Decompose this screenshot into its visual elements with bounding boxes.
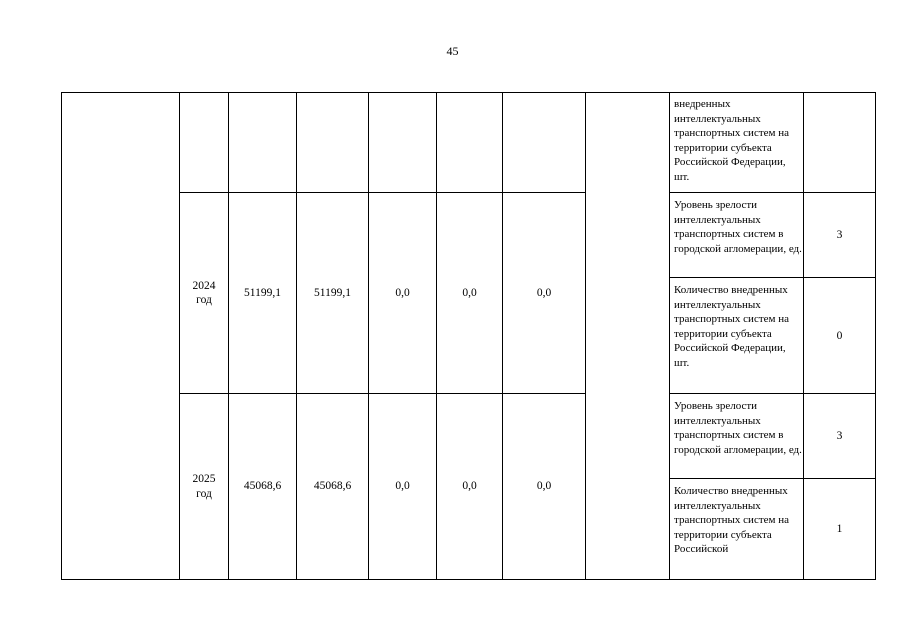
column-line [585,92,586,580]
indicator-value: 0 [836,329,843,342]
indicator-name: Уровень зрелости интеллектуальных транспортных систем в городской агломерации, ед. [674,400,802,456]
indicator-value: 1 [836,523,843,535]
col4-cell: 0,0 [462,480,477,493]
col3-cell: 0,0 [395,480,410,493]
col3-cell: 0,0 [395,286,410,299]
indicator-value [804,93,875,192]
total-cell: 51199,1 [244,286,281,299]
budget-cell: 45068,6 [313,480,352,493]
total-cell: 45068,6 [243,480,282,493]
table-top-border [61,92,875,93]
indicator-name: Количество внедренных интеллектуальных транспортных систем на территории субъекта Российской Федерации, шт. [674,284,789,369]
col5-cell: 0,0 [536,480,552,493]
column-line [875,92,876,580]
column-line [669,92,670,580]
year-cell: 2024 год [192,279,216,306]
year-cell: 2025 год [192,473,216,500]
table-bottom-border [61,579,875,580]
indicator-name: Уровень зрелости интеллектуальных транспортных систем в городской агломерации, ед. [674,199,802,255]
col5-cell: 0,0 [536,286,552,299]
column-line [61,92,62,580]
indicator-value: 3 [836,430,843,442]
indicator-name: Количество внедренных интеллектуальных транспортных систем на территории субъекта Российской [674,485,789,555]
budget-cell: 51199,1 [314,286,351,299]
col4-cell: 0,0 [462,286,477,299]
indicator-value: 3 [836,229,843,241]
indicator-name: внедренных интеллектуальных транспортных систем на территории субъекта Российской Федерации, шт. [674,98,789,183]
page-number: 45 [446,44,459,58]
